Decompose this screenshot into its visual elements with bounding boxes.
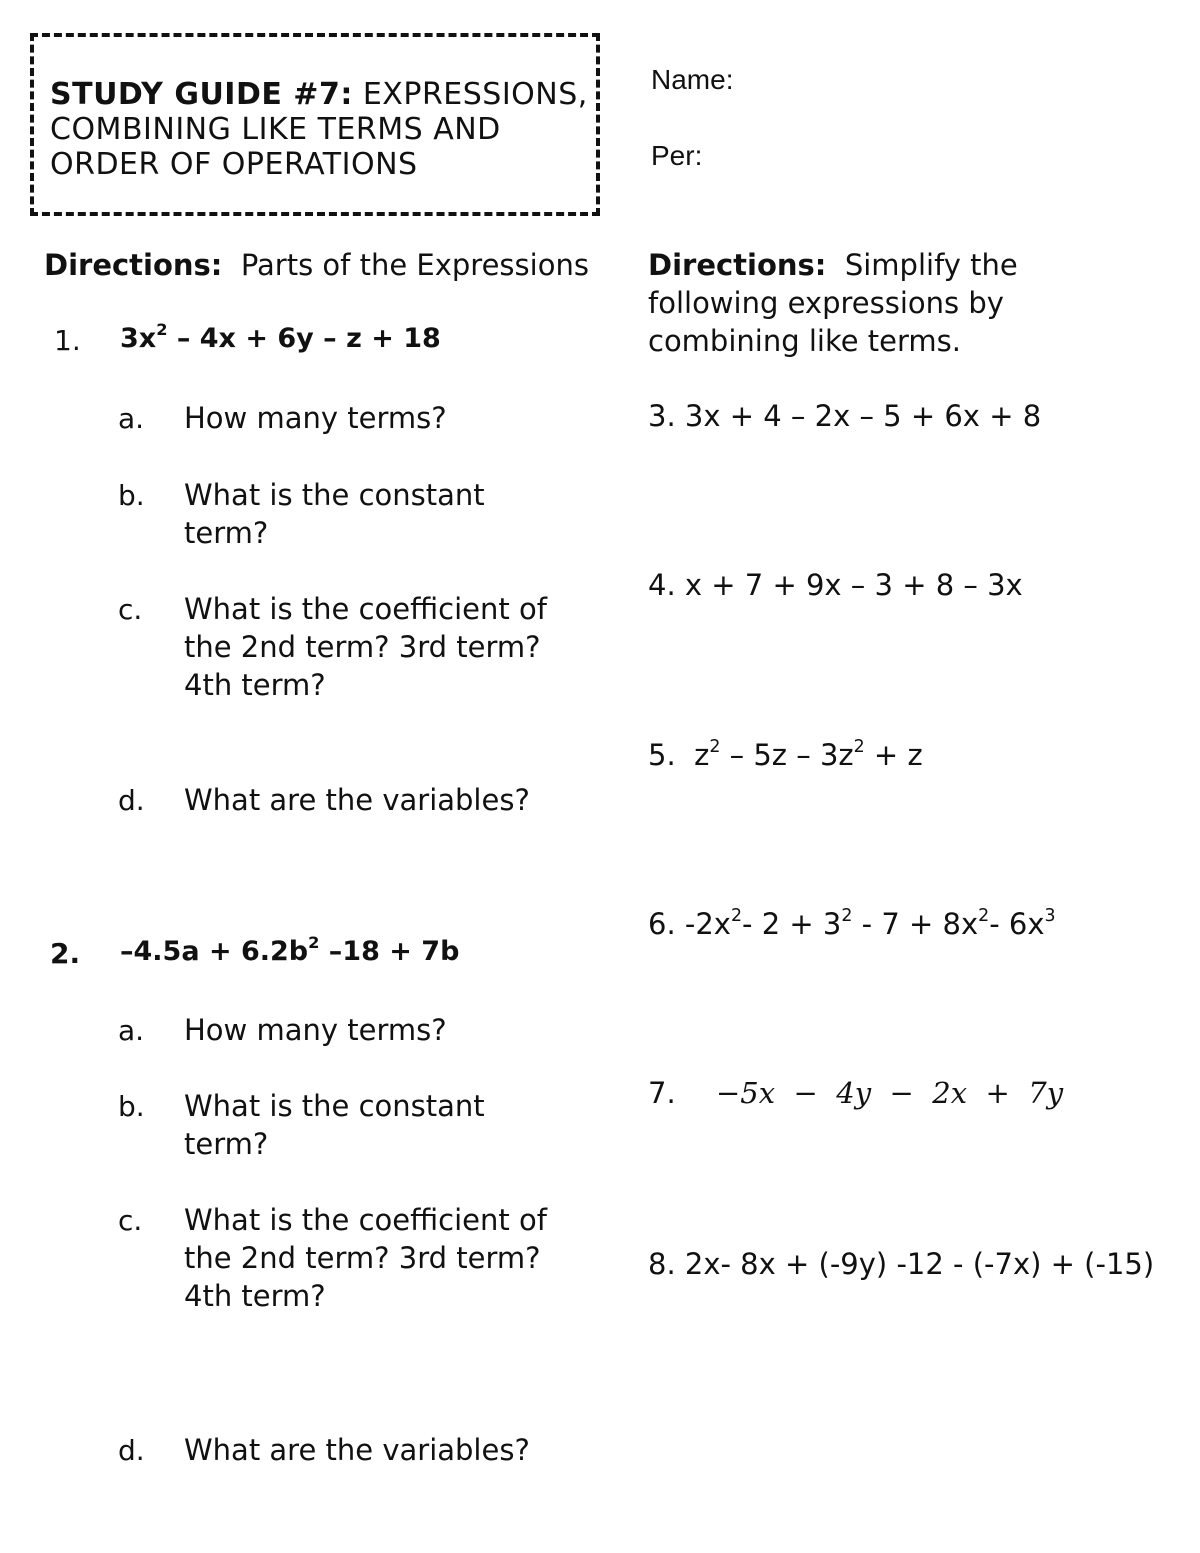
q8-expression: 8. 2x- 8x + (-9y) -12 - (-7x) + (-15) [648,1247,1155,1281]
right-directions-label: Directions: [648,248,827,282]
q2a-text: How many terms? [184,1013,447,1047]
q2a-letter: a. [118,1014,145,1047]
q4-expression: 4. x + 7 + 9x – 3 + 8 – 3x [648,568,1023,602]
title-rest: EXPRESSIONS, [352,77,588,112]
title-bold: STUDY GUIDE #7: [50,77,353,112]
q6-expression: 6. $-2x^2-$ $2 + 3^2 - 7 + 8x^2-$ $6x^3$ [648,905,1056,941]
left-directions [44,246,589,284]
q2d-letter: d. [118,1434,145,1467]
q7-number: 7. [648,1076,676,1110]
left-directions-label: Directions: [44,248,223,282]
q2d-text: What are the variables? [184,1433,530,1467]
title-box [30,33,600,216]
name-label: Name: [651,64,734,95]
q1a-letter: a. [118,402,145,435]
q5-expression: 5. $z^2 - 5z - 3z^2 + z$ [648,736,923,772]
q1c-text: What is the coefficient of the 2nd term? 3rd term? 4th term? [184,592,547,702]
q1-number: 1. [54,324,81,357]
q1d-letter: d. [118,784,145,817]
q1b-text: What is the constant term? [184,478,485,550]
right-directions-text: Simplify the following expressions by combining like terms. [648,248,1018,358]
left-directions-text: Parts of the Expressions [240,248,589,282]
q1-expression: $3x^2 - 4x + 6y - z + 18$ [120,319,441,354]
q2c-text: What is the coefficient of the 2nd term? 3rd term? 4th term? [184,1203,547,1313]
per-label: Per: [651,140,703,171]
q1a-text: How many terms? [184,401,447,435]
q2b-letter: b. [118,1090,145,1123]
q2c-letter: c. [118,1204,143,1237]
q2-number: 2. [50,937,81,970]
right-directions [648,246,1148,360]
title-line2: COMBINING LIKE TERMS AND [50,112,501,147]
page-title [50,77,588,182]
q1b-letter: b. [118,479,145,512]
q7-expression: −5x − 4y − 2x + 7y [716,1076,1064,1110]
q1c-letter: c. [118,593,143,626]
q2b-text: What is the constant term? [184,1089,485,1161]
title-line3: ORDER OF OPERATIONS [50,147,418,182]
q1d-text: What are the variables? [184,783,530,817]
q2-expression: $-4.5a + 6.2b^2$ –18 + 7b [120,932,460,967]
q3-expression: 3. 3x + 4 – 2x – 5 + 6x + 8 [648,399,1042,433]
